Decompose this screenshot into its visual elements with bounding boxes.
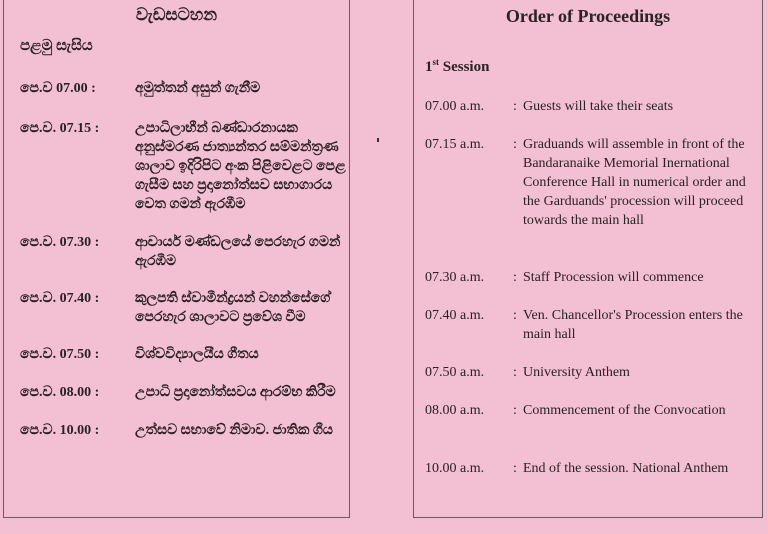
english-session-heading [425,57,489,76]
sinhala-item-time: පෙ.ව. 08.00 : [20,385,100,400]
english-item-text: Commencement of the Convocation [523,403,726,418]
english-item-time: 10.00 a.m. [425,461,485,476]
english-item-time: 07.15 a.m. [425,137,485,152]
sinhala-item-time: පෙ.ව. 07.40 : [20,291,100,306]
english-item-separator: : [513,461,517,476]
sinhala-item-text: ආචාර්ය මණ්ඩලයේ පෙරහැර ගමන් ඇරඹීම [135,235,341,269]
english-item-text: Staff Procession will commence [523,270,704,285]
english-item-text: End of the session. National Anthem [523,461,729,476]
sinhala-item-time: පෙ.ව. 07.30 : [20,235,100,250]
session-ordinal-suffix: st [432,57,439,67]
english-item-time: 07.40 a.m. [425,308,485,323]
english-item-separator: : [513,308,517,323]
sinhala-item-text: උපාධිලාභීන් බණ්ඩාරනායක අනුස්මරණ ජාත්‍යන්තර සම්මන්ත්‍රණ ශාලාව ඉදිරිපිට අංක පිළිවෙළට පෙළ ගැසීම සහ ප්‍රදානෝත්සව සභාගාරය වෙත ගමන් ඇරඹීම [135,121,346,212]
english-item-separator: : [513,403,517,418]
sinhala-item-time: පෙ.ව 07.00 : [20,81,96,96]
sinhala-item-text: උපාධි ප්‍රදානෝත්සවය ආරම්භ කිරීම [135,385,336,400]
sinhala-title: වැඩසටහන [135,5,218,24]
english-program-panel [413,0,763,518]
english-item-time: 07.50 a.m. [425,365,485,380]
english-item-text: Guests will take their seats [523,99,674,114]
sinhala-item-time: පෙ.ව. 07.50 : [20,347,100,362]
english-item-separator: : [513,365,517,380]
english-item-text: Ven. Chancellor's Procession enters the main hall [523,308,743,342]
english-item-separator: : [513,270,517,285]
sinhala-item-text: විශ්වවිද්‍යාලයීය ගීතය [135,347,259,362]
session-label: Session [439,59,490,75]
english-item-time: 08.00 a.m. [425,403,485,418]
sinhala-item-time: පෙ.ව. 07.15 : [20,121,100,136]
english-item-text: University Anthem [523,365,630,380]
english-title: Order of Proceedings [505,6,671,26]
sinhala-item-text: උත්සව සභාවේ නිමාව. ජාතික ගීය [135,423,333,438]
sinhala-program-panel [3,0,350,518]
sinhala-item-time: පෙ.ව. 10.00 : [20,423,100,438]
speck-mark [377,138,379,142]
english-item-separator: : [513,99,517,114]
english-item-time: 07.30 a.m. [425,270,485,285]
english-item-time: 07.00 a.m. [425,99,485,114]
session-number: 1 [425,59,433,75]
sinhala-item-text: අමුත්තන් අසුන් ගැනීම [135,81,261,96]
sinhala-item-text: කුලපති ස්වාමීන්ද්‍රයන් වහන්සේගේ පෙරහැර ශාලාවට ප්‍රවේශ වීම [135,291,331,325]
english-item-separator: : [513,137,517,152]
english-item-text: Graduands will assemble in front of the Bandaranaike Memorial Inernational Conference Hall in numerical order and the Garduands' procession will proceed towards the main hall [523,137,746,228]
sinhala-session-heading: පළමු සැසිය [20,38,93,54]
